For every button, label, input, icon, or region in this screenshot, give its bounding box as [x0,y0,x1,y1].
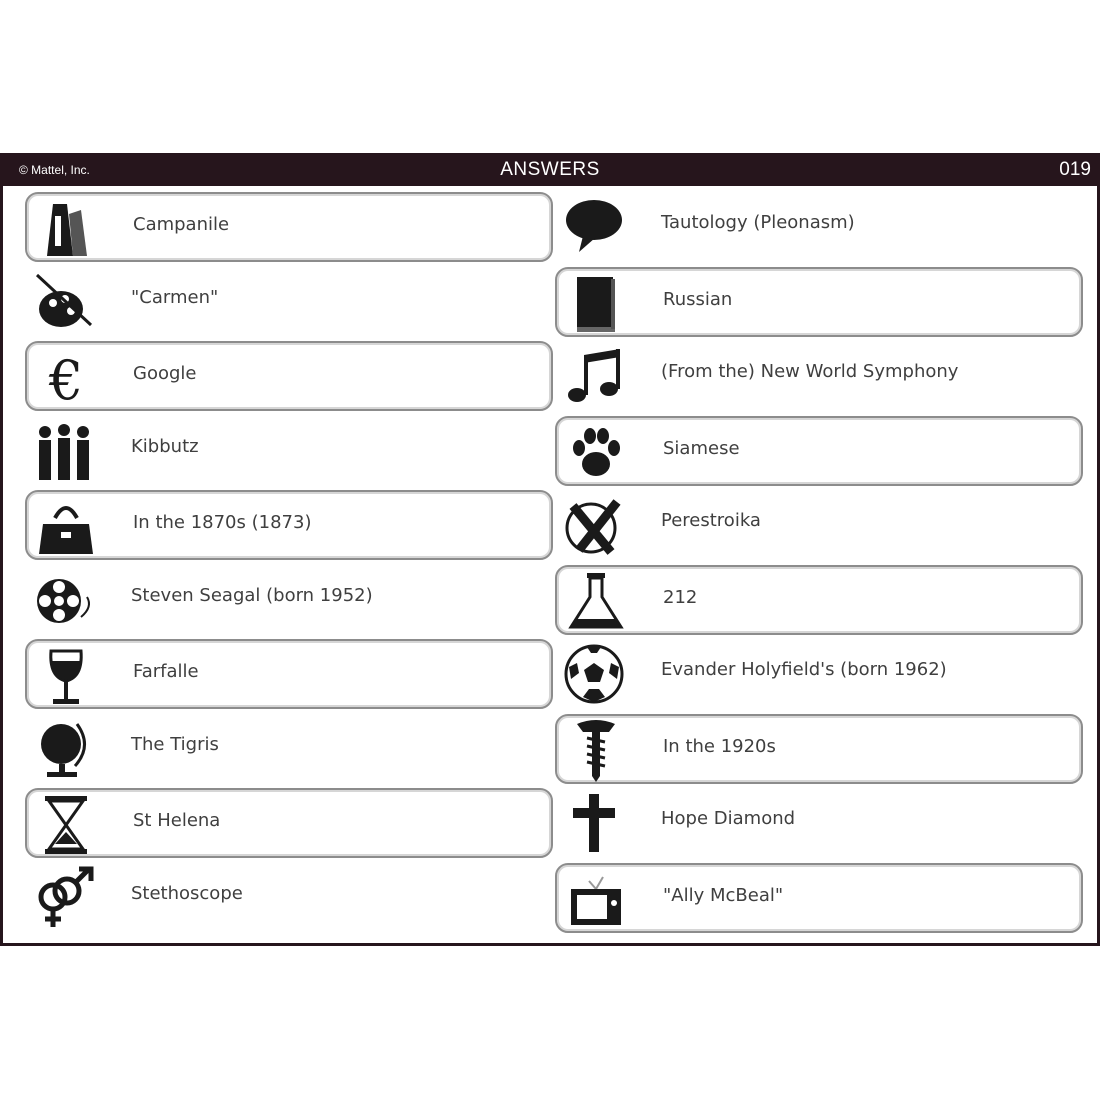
answer-text: In the 1870s (1873) [133,512,312,533]
screw-icon [563,718,629,784]
right-answer-row [555,788,1083,858]
answer-text: St Helena [133,810,221,831]
answer-text: Tautology (Pleonasm) [661,212,855,233]
answer-text: Russian [663,288,733,310]
answer-text: Campanile [133,214,230,235]
answer-card [0,153,1100,946]
svg-text:€: € [48,349,84,411]
wine-glass-icon [33,643,99,709]
right-answer-row [555,416,1083,486]
header-bar [3,156,1097,186]
flask-icon [563,569,629,635]
answer-text: Farfalle [133,661,199,682]
people-icon [31,418,97,484]
euro-icon [33,345,99,411]
soccer-ball-icon [561,641,627,707]
answer-text: 212 [663,586,698,608]
left-answer-row [25,490,553,560]
television-icon [563,867,629,933]
left-answer-row [25,639,553,709]
buildings-icon [33,196,99,262]
right-answer-row [555,565,1083,635]
palette-icon [31,269,97,335]
left-answer-row [25,267,553,337]
answer-text: (From the) New World Symphony [661,361,959,382]
cross-icon [561,790,627,856]
left-answer-row [25,341,553,411]
right-answer-row [555,714,1083,784]
answer-text: Siamese [663,437,740,459]
answer-text: Hope Diamond [661,808,796,829]
answer-text: In the 1920s [663,735,776,757]
answer-text: Kibbutz [131,435,199,457]
handbag-icon [33,494,99,560]
answer-text: Perestroika [661,510,761,531]
left-answer-row [25,192,553,262]
gender-symbols-icon [31,865,97,931]
right-answer-row [555,267,1083,337]
right-answer-row [555,490,1083,560]
answer-text: The Tigris [131,733,219,755]
music-note-icon [561,343,627,409]
answer-text: Evander Holyfield's (born 1962) [661,659,947,680]
hourglass-icon [33,792,99,858]
answer-text: "Ally McBeal" [663,884,784,906]
right-answer-row [555,863,1083,933]
left-answer-row [25,788,553,858]
card-number: 019 [1059,159,1091,180]
paw-print-icon [563,420,629,486]
left-answer-row [25,714,553,784]
book-icon [563,271,629,337]
right-answer-row [555,192,1083,262]
left-answer-row [25,565,553,635]
copyright-text: © Mattel, Inc. [19,163,90,177]
film-reel-icon [31,567,97,633]
answer-text: Google [133,363,197,384]
left-answer-row [25,863,553,933]
answer-text: "Carmen" [131,286,219,308]
right-answer-row [555,639,1083,709]
globe-icon [31,716,97,782]
left-answer-row [25,416,553,486]
answer-text: Steven Seagal (born 1952) [131,584,373,606]
speech-bubble-icon [561,194,627,260]
card-title: ANSWERS [500,159,600,180]
answer-text: Stethoscope [131,882,243,904]
ballot-x-icon [561,492,627,558]
right-answer-row [555,341,1083,411]
